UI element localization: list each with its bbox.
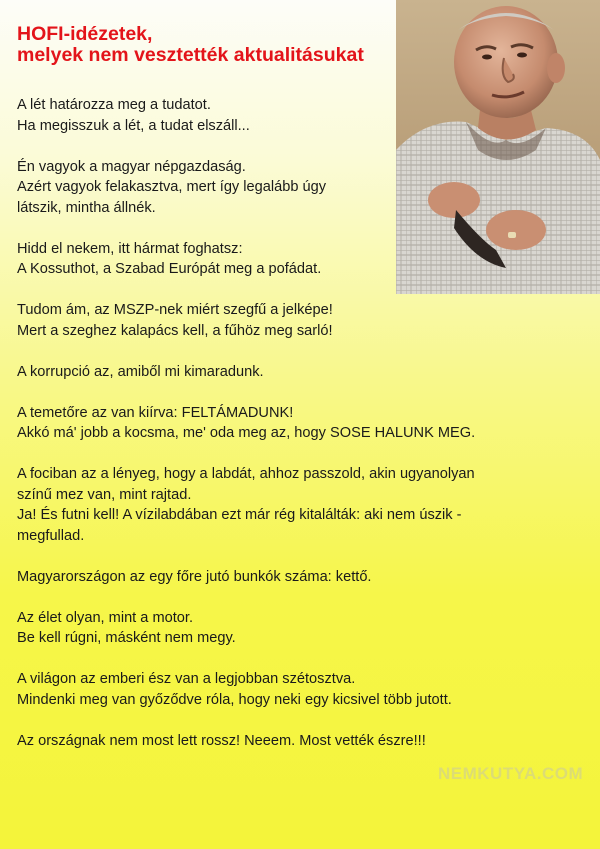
page-title <box>17 24 364 66</box>
quote-item <box>17 300 587 341</box>
quote-item <box>17 567 587 588</box>
quote-line: Hidd el nekem, itt hármat foghatsz: <box>17 240 243 257</box>
quote-item <box>17 403 587 444</box>
quote-item <box>17 157 587 219</box>
quote-line: megfullad. <box>17 527 85 544</box>
quote-line: Az országnak nem most lett rossz! Neeem. Most vették észre!!! <box>17 732 426 749</box>
quote-line: Azért vagyok felakasztva, mert így legalább úgy <box>17 179 327 195</box>
quote-line: A világon az emberi ész van a legjobban szétosztva. <box>17 671 356 687</box>
quote-line: Én vagyok a magyar népgazdaság. <box>17 158 246 175</box>
quote-item <box>17 464 587 546</box>
quote-line: A korrupció az, amiből mi kimaradunk. <box>17 363 264 380</box>
quote-item <box>17 731 587 752</box>
title-line-1: HOFI-idézetek, <box>17 23 153 45</box>
quote-line: A lét határozza meg a tudatot. <box>17 97 211 113</box>
quote-line: Magyarországon az egy főre jutó bunkók száma: kettő. <box>17 568 372 585</box>
quote-item <box>17 669 587 710</box>
title-line-2: melyek nem vesztették aktualitásukat <box>17 44 364 66</box>
quote-line: Tudom ám, az MSZP-nek miért szegfű a jelképe! <box>17 302 333 318</box>
quote-list <box>17 95 587 772</box>
quote-item <box>17 362 587 383</box>
quote-line: színű mez van, mint rajtad. <box>17 486 192 503</box>
quote-line: Mert a szeghez kalapács kell, a fűhöz meg sarló! <box>17 322 333 339</box>
watermark: NEMKUTYA.COM <box>438 764 584 783</box>
quote-line: A fociban az a lényeg, hogy a labdát, ahhoz passzold, akin ugyanolyan <box>17 466 475 482</box>
quote-line: látszik, mintha állnék. <box>17 199 156 216</box>
quote-item <box>17 608 587 649</box>
quote-line: A temetőre az van kiírva: FELTÁMADUNK! <box>17 404 294 421</box>
quote-line: Ha megisszuk a lét, a tudat elszáll... <box>17 117 250 134</box>
quote-line: Be kell rúgni, másként nem megy. <box>17 630 236 646</box>
quote-line: Ja! És futni kell! A vízilabdában ezt már rég kitalálták: aki nem úszik - <box>17 507 462 523</box>
quote-line: A Kossuthot, a Szabad Európát meg a pofádat. <box>17 261 322 277</box>
quote-item <box>17 239 587 280</box>
quote-line: Akkó má' jobb a kocsma, me' oda meg az, hogy SOSE HALUNK MEG. <box>17 425 476 441</box>
quote-item <box>17 95 587 136</box>
quote-line: Az élet olyan, mint a motor. <box>17 609 194 626</box>
quote-line: Mindenki meg van győződve róla, hogy neki egy kicsivel több jutott. <box>17 691 452 708</box>
